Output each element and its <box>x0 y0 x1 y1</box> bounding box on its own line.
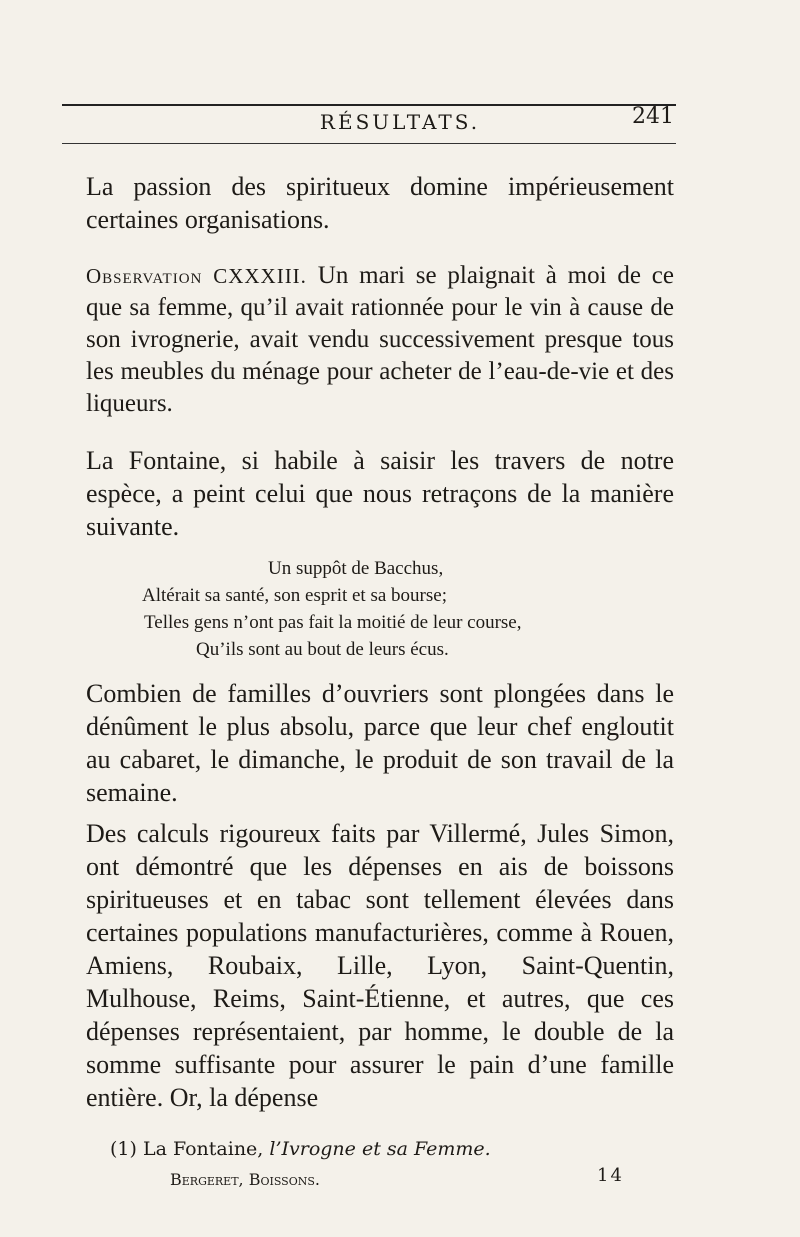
observation-label: Observation CXXXIII. <box>86 264 307 288</box>
paragraph-families: Combien de familles d’ouvriers sont plongées dans le dénûment le plus absolu, parce que leur chef engloutit au cabaret, le dimanche, le produit de son travail de la semaine. <box>86 679 674 807</box>
verse-line: Altérait sa santé, son esprit et sa bourse; <box>142 585 447 606</box>
observation-paragraph <box>86 260 674 420</box>
page-body <box>86 160 674 1114</box>
verse-line: Qu’ils sont au bout de leurs écus. <box>196 639 449 660</box>
header-subrule <box>62 143 676 144</box>
footnote-marker: (1) <box>110 1138 137 1160</box>
verse-line: Telles gens n’ont pas fait la moitié de leur course, <box>144 612 522 633</box>
page-number: 241 <box>632 104 674 129</box>
footnote <box>110 1138 491 1160</box>
footnote-author: La Fontaine, <box>142 1138 264 1160</box>
footnote-work: l’Ivrogne et sa Femme. <box>269 1138 491 1160</box>
verse-line: Un suppôt de Bacchus, <box>268 558 444 579</box>
header-rule <box>62 104 676 106</box>
signature-number: 14 <box>597 1165 624 1186</box>
verse-block <box>86 555 674 663</box>
signature-mark: Bergeret, Boissons. <box>170 1170 320 1189</box>
paragraph-calculs: Des calculs rigoureux faits par Villermé, Jules Simon, ont démontré que les dépenses en ais de boissons spiritueuses et en tabac sont tellement élevées dans certaines populations manufacturières, comme à Rouen, Amiens, Roubaix, Lille, Lyon, Saint-Quentin, Mulhouse, Reims, Saint-Étienne, et autres, que ces dépenses représentaient, par homme, le double de la somme suffisante pour assurer le pain d’une famille entière. Or, la dépense <box>86 819 674 1112</box>
observation-text: Un mari se plaignait à moi de ce que sa femme, qu’il avait rationnée pour le vin à cause de son ivrognerie, avait vendu successivement presque tous les meubles du ménage pour acheter de l’eau-de-vie et des liqueurs. <box>86 262 674 417</box>
paragraph-fontaine-intro: La Fontaine, si habile à saisir les travers de notre espèce, a peint celui que nous retraçons de la manière suivante. <box>86 446 674 541</box>
paragraph-passion: La passion des spiritueux domine impérieusement certaines organisations. <box>86 172 674 234</box>
running-head: RÉSULTATS. <box>319 110 481 134</box>
